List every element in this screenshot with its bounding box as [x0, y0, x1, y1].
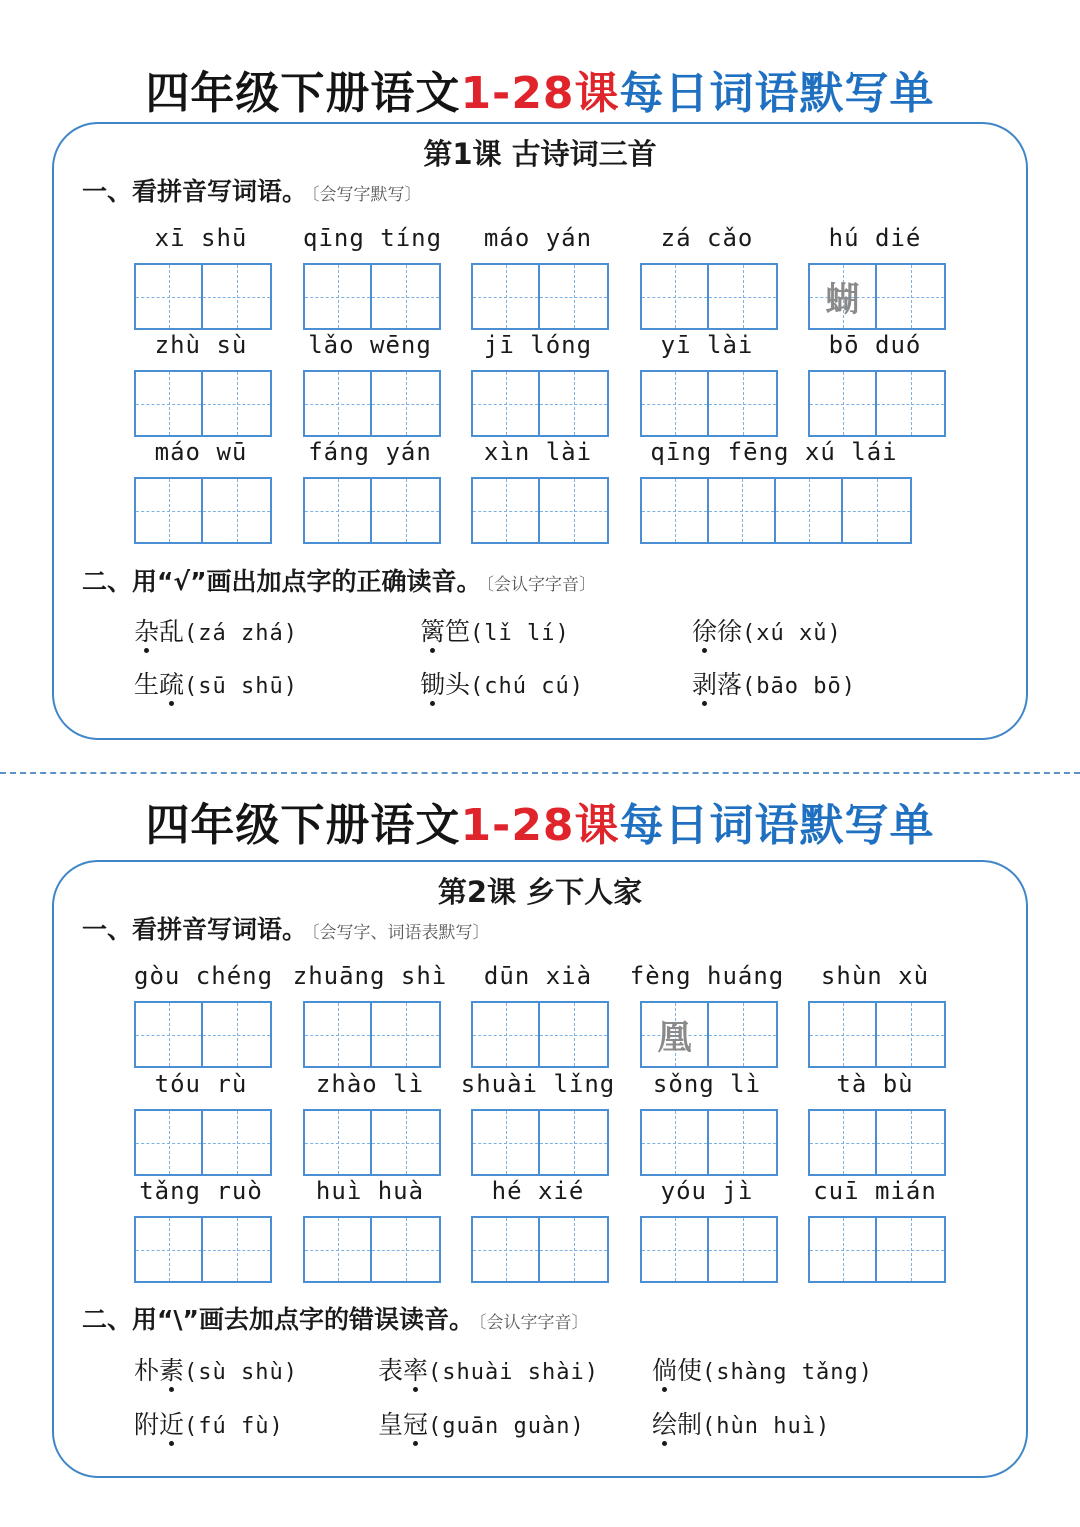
word-item [303, 1176, 437, 1286]
pinyin-options[interactable]: (fú fù) [184, 1414, 284, 1439]
dotted-char: 冠 [403, 1410, 429, 1439]
pinyin-label: xìn lài [483, 438, 593, 466]
section-heading [82, 176, 422, 211]
pinyin-label: yóu jì [660, 1177, 754, 1205]
section-note: 〔会认字字音〕 [485, 575, 597, 595]
dotted-char: 倘 [652, 1356, 678, 1385]
word-item [134, 1176, 268, 1286]
word-item [629, 961, 785, 1071]
writing-cell[interactable] [305, 1003, 372, 1066]
sheet-title [0, 66, 1080, 122]
pinyin-label: máo yán [483, 224, 593, 252]
writing-grid[interactable] [640, 477, 912, 544]
writing-cell[interactable] [136, 1111, 203, 1174]
writing-grid[interactable] [808, 370, 946, 437]
pinyin-options[interactable]: (lǐ lí) [470, 621, 570, 646]
writing-cell[interactable] [540, 265, 607, 328]
section-note: 〔会认字字音〕 [478, 1313, 589, 1333]
pinyin-label: xī shū [154, 224, 248, 252]
writing-cell[interactable] [642, 1111, 709, 1174]
writing-grid[interactable] [471, 477, 609, 544]
writing-cell[interactable] [136, 1218, 203, 1281]
writing-grid[interactable] [640, 1109, 778, 1176]
writing-grid[interactable] [303, 477, 441, 544]
pronunciation-item [134, 668, 298, 704]
pinyin-label: hú dié [828, 224, 922, 252]
pinyin-label: lǎo wēng [308, 331, 432, 359]
lesson-title: 第1课 古诗词三首 [423, 137, 657, 171]
pinyin-label: qīng tíng [303, 224, 443, 252]
pronunciation-item [134, 615, 298, 651]
writing-cell[interactable] [810, 265, 877, 328]
title-part-grade: 四年级下册语文 [145, 68, 461, 119]
writing-cell[interactable] [776, 479, 843, 542]
section-note: 〔会写字、词语表默写〕 [311, 923, 490, 943]
word-item [134, 961, 274, 1071]
dotted-char: 疏 [159, 670, 185, 699]
pinyin-label: hé xié [491, 1177, 585, 1205]
writing-cell[interactable] [473, 372, 540, 435]
writing-cell[interactable] [136, 479, 203, 542]
char: 徐 [717, 617, 743, 646]
writing-cell[interactable] [810, 1111, 877, 1174]
pronunciation-item [378, 1408, 585, 1444]
lesson-title: 第2课 乡下人家 [437, 875, 643, 909]
word-item [471, 223, 605, 333]
pinyin-label: zhuāng shì [292, 962, 448, 990]
hint-character: 蝴 [825, 280, 860, 320]
section-heading [82, 914, 490, 949]
pinyin-label: fáng yán [308, 438, 432, 466]
dotted-char: 剥 [692, 670, 718, 699]
writing-grid[interactable] [640, 370, 778, 437]
pinyin-label: jī lóng [483, 331, 593, 359]
section-heading-text: 一、看拼音写词语。 [82, 915, 308, 944]
writing-cell[interactable] [642, 372, 709, 435]
pinyin-options[interactable]: (sū shū) [184, 674, 298, 699]
char: 表 [378, 1356, 404, 1385]
dotted-char: 绘 [652, 1410, 678, 1439]
pinyin-options[interactable]: (xú xǔ) [742, 621, 842, 646]
writing-grid[interactable] [471, 1216, 609, 1283]
writing-cell[interactable] [473, 265, 540, 328]
char: 乱 [159, 617, 185, 646]
word-item [640, 437, 908, 547]
section-heading-text: 二、用“\”画去加点字的错误读音。 [82, 1305, 474, 1334]
pinyin-label: cuī mián [813, 1177, 937, 1205]
writing-grid[interactable] [640, 263, 778, 330]
pinyin-options[interactable]: (shuài shài) [428, 1360, 599, 1385]
char: 朴 [134, 1356, 160, 1385]
char: 落 [717, 670, 743, 699]
writing-cell[interactable] [540, 1003, 607, 1066]
char: 附 [134, 1410, 160, 1439]
pronunciation-item [652, 1408, 830, 1444]
writing-cell[interactable] [203, 1003, 270, 1066]
title-part-range: 1-28课 [460, 800, 620, 851]
writing-cell[interactable] [642, 1218, 709, 1281]
pinyin-label: fèng huáng [629, 962, 785, 990]
word-item [471, 437, 605, 547]
pinyin-label: zá cǎo [660, 224, 754, 252]
pronunciation-item [420, 615, 570, 651]
writing-grid[interactable] [640, 1001, 778, 1068]
section-heading [82, 1304, 589, 1339]
writing-cell[interactable] [540, 479, 607, 542]
writing-cell[interactable] [372, 1218, 439, 1281]
writing-cell[interactable] [709, 265, 776, 328]
word-item [134, 437, 268, 547]
pronunciation-item [134, 1354, 298, 1390]
pinyin-options[interactable]: (chú cú) [470, 674, 584, 699]
word-item [808, 330, 942, 440]
word-item [134, 330, 268, 440]
dotted-char: 锄 [420, 670, 446, 699]
word-item [640, 330, 774, 440]
writing-cell[interactable] [709, 372, 776, 435]
writing-cell[interactable] [877, 265, 944, 328]
writing-grid[interactable] [134, 477, 272, 544]
title-part-range: 1-28课 [460, 68, 620, 119]
writing-cell[interactable] [203, 1218, 270, 1281]
char: 使 [677, 1356, 703, 1385]
pinyin-label: yī lài [660, 331, 754, 359]
writing-cell[interactable] [372, 1111, 439, 1174]
writing-cell[interactable] [473, 1003, 540, 1066]
section-heading-text: 一、看拼音写词语。 [82, 177, 308, 206]
dotted-char: 近 [159, 1410, 185, 1439]
pronunciation-item [692, 668, 856, 704]
word-item [640, 1176, 774, 1286]
pinyin-label: shùn xù [820, 962, 930, 990]
writing-grid[interactable] [303, 1001, 441, 1068]
word-item [471, 1176, 605, 1286]
writing-cell[interactable] [877, 372, 944, 435]
word-item [134, 223, 268, 333]
word-item [303, 1069, 437, 1179]
pinyin-options[interactable]: (zá zhá) [184, 621, 298, 646]
char: 笆 [445, 617, 471, 646]
writing-cell[interactable] [473, 1218, 540, 1281]
writing-cell[interactable] [372, 372, 439, 435]
writing-cell[interactable] [372, 479, 439, 542]
sheet-title [0, 798, 1080, 854]
writing-cell[interactable] [136, 265, 203, 328]
pinyin-options[interactable]: (sù shù) [184, 1360, 298, 1385]
pronunciation-item [692, 615, 842, 651]
writing-cell[interactable] [305, 1218, 372, 1281]
word-item [303, 437, 437, 547]
writing-cell[interactable] [203, 265, 270, 328]
pinyin-label: bō duó [828, 331, 922, 359]
word-item [808, 1069, 942, 1179]
writing-cell[interactable] [810, 372, 877, 435]
dotted-char: 篱 [420, 617, 446, 646]
hint-character: 凰 [657, 1018, 692, 1058]
word-item [471, 330, 605, 440]
pinyin-label: qīng fēng xú lái [650, 438, 898, 466]
writing-cell[interactable] [540, 1111, 607, 1174]
char: 皇 [378, 1410, 404, 1439]
writing-grid[interactable] [471, 1109, 609, 1176]
writing-cell[interactable] [709, 1003, 776, 1066]
pinyin-label: huì huà [315, 1177, 425, 1205]
pinyin-label: zhù sù [154, 331, 248, 359]
writing-cell[interactable] [877, 1218, 944, 1281]
char: 制 [677, 1410, 703, 1439]
pinyin-options[interactable]: (hùn huì) [702, 1414, 831, 1439]
dotted-char: 素 [159, 1356, 185, 1385]
writing-grid[interactable] [134, 1001, 272, 1068]
writing-cell[interactable] [372, 265, 439, 328]
cut-line [0, 772, 1080, 774]
writing-grid[interactable] [303, 1216, 441, 1283]
pinyin-label: sǒng lì [652, 1070, 762, 1098]
writing-cell[interactable] [877, 1003, 944, 1066]
writing-cell[interactable] [709, 479, 776, 542]
word-item [303, 223, 443, 333]
pinyin-label: dūn xià [483, 962, 593, 990]
writing-cell[interactable] [642, 479, 709, 542]
writing-cell[interactable] [305, 372, 372, 435]
writing-grid[interactable] [303, 1109, 441, 1176]
dotted-char: 徐 [692, 617, 718, 646]
writing-cell[interactable] [642, 1003, 709, 1066]
pronunciation-item [134, 1408, 284, 1444]
writing-cell[interactable] [305, 1111, 372, 1174]
writing-grid[interactable] [808, 1109, 946, 1176]
writing-grid[interactable] [134, 370, 272, 437]
title-part-grade: 四年级下册语文 [145, 800, 461, 851]
word-item [134, 1069, 268, 1179]
writing-cell[interactable] [136, 372, 203, 435]
writing-cell[interactable] [540, 372, 607, 435]
pronunciation-item [420, 668, 584, 704]
pinyin-label: tà bù [836, 1070, 914, 1098]
writing-cell[interactable] [540, 1218, 607, 1281]
writing-grid[interactable] [808, 1001, 946, 1068]
writing-cell[interactable] [709, 1218, 776, 1281]
pinyin-label: máo wū [154, 438, 248, 466]
writing-cell[interactable] [642, 265, 709, 328]
writing-grid[interactable] [471, 1001, 609, 1068]
writing-grid[interactable] [471, 370, 609, 437]
pinyin-options[interactable]: (shàng tǎng) [702, 1360, 873, 1385]
word-item [808, 1176, 942, 1286]
pronunciation-item [652, 1354, 873, 1390]
writing-grid[interactable] [134, 263, 272, 330]
writing-cell[interactable] [810, 1003, 877, 1066]
word-item [640, 1069, 774, 1179]
pinyin-options[interactable]: (bāo bō) [742, 674, 856, 699]
pronunciation-item [378, 1354, 599, 1390]
word-item [460, 1069, 616, 1179]
word-item [640, 223, 774, 333]
pinyin-options[interactable]: (guān guàn) [428, 1414, 585, 1439]
word-item [292, 961, 448, 1071]
section-note: 〔会写字默写〕 [311, 185, 422, 205]
word-item [303, 330, 437, 440]
pinyin-label: tǎng ruò [139, 1177, 263, 1205]
writing-grid[interactable] [303, 263, 441, 330]
writing-grid[interactable] [808, 263, 946, 330]
writing-grid[interactable] [640, 1216, 778, 1283]
title-part-daily: 每日词语默写单 [619, 68, 935, 119]
char: 头 [445, 670, 471, 699]
pinyin-label: zhào lì [315, 1070, 425, 1098]
char: 生 [134, 670, 160, 699]
writing-cell[interactable] [709, 1111, 776, 1174]
writing-grid[interactable] [134, 1109, 272, 1176]
writing-cell[interactable] [810, 1218, 877, 1281]
writing-grid[interactable] [808, 1216, 946, 1283]
word-item [471, 961, 605, 1071]
writing-cell[interactable] [372, 1003, 439, 1066]
title-part-daily: 每日词语默写单 [619, 800, 935, 851]
pinyin-label: shuài lǐng [460, 1070, 616, 1098]
writing-cell[interactable] [136, 1003, 203, 1066]
pinyin-label: tóu rù [154, 1070, 248, 1098]
word-item [808, 961, 942, 1071]
dotted-char: 杂 [134, 617, 160, 646]
writing-cell[interactable] [877, 1111, 944, 1174]
writing-grid[interactable] [134, 1216, 272, 1283]
pinyin-label: gòu chéng [134, 962, 274, 990]
writing-cell[interactable] [203, 479, 270, 542]
writing-grid[interactable] [471, 263, 609, 330]
writing-cell[interactable] [305, 479, 372, 542]
word-item [808, 223, 942, 333]
section-heading [82, 566, 596, 601]
writing-cell[interactable] [203, 1111, 270, 1174]
writing-grid[interactable] [303, 370, 441, 437]
writing-cell[interactable] [843, 479, 910, 542]
writing-cell[interactable] [203, 372, 270, 435]
section-heading-text: 二、用“√”画出加点字的正确读音。 [82, 567, 482, 596]
writing-cell[interactable] [305, 265, 372, 328]
writing-cell[interactable] [473, 1111, 540, 1174]
dotted-char: 率 [403, 1356, 429, 1385]
writing-cell[interactable] [473, 479, 540, 542]
